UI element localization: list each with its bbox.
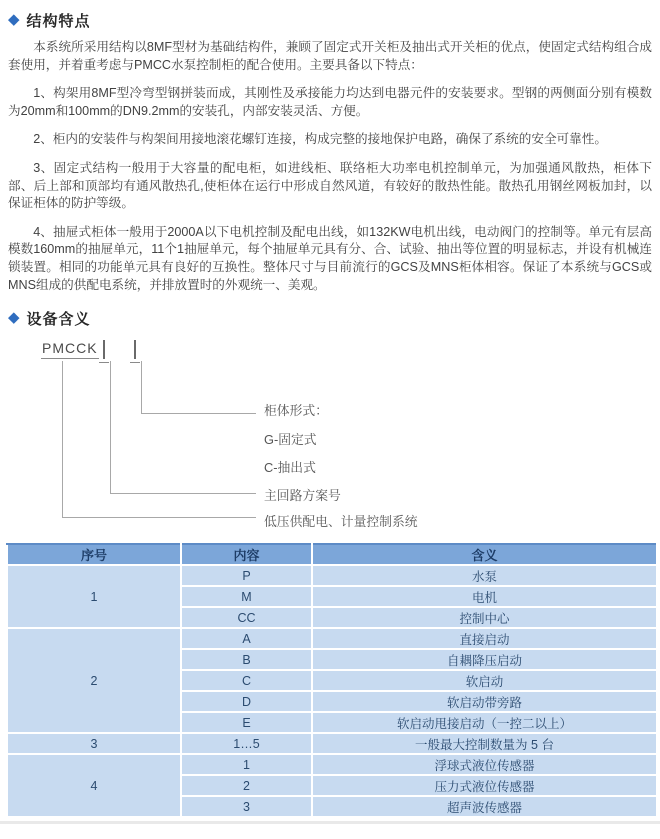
group-no-cell: 1 [7, 565, 181, 628]
model-code-diagram [6, 337, 654, 533]
meaning-cell: 软启动甩接启动（一控二以上） [312, 712, 657, 733]
table-row [7, 628, 657, 649]
header-content: 内容 [181, 544, 312, 565]
content-cell: 1…5 [181, 733, 312, 754]
section-equipment-heading [8, 308, 654, 329]
diamond-bullet-icon: ◆ [8, 11, 20, 28]
section-equipment-title: 设备含义 [26, 311, 91, 329]
header-no: 序号 [7, 544, 181, 565]
meaning-cell: 软启动带旁路 [312, 691, 657, 712]
label-cabinet-type-c: C-抽出式 [264, 460, 316, 476]
content-cell: C [181, 670, 312, 691]
group-no-cell: 3 [7, 733, 181, 754]
content-cell: P [181, 565, 312, 586]
structure-paragraph-2: 2、柜内的安装件与构架间用接地滚花螺钉连接，构成完整的接地保护电路，确保了系统的安全可靠性。 [33, 132, 607, 147]
content-cell: D [181, 691, 312, 712]
section-structure-title: 结构特点 [26, 13, 91, 30]
content-cell: 3 [181, 796, 312, 817]
content-cell: B [181, 649, 312, 670]
label-system: 低压供配电、计量控制系统 [264, 514, 418, 530]
equipment-table-wrapper [6, 543, 654, 824]
content-cell: 1 [181, 754, 312, 775]
content-cell: M [181, 586, 312, 607]
section-structure-heading [8, 10, 654, 31]
meaning-cell: 控制中心 [312, 607, 657, 628]
structure-paragraph-4: 4、抽屉式柜体一般用于2000A以下电机控制及配电出线，如132KW电机出线，电动阀门的控制等。单元有层高模数160mm的抽屉单元，11个1抽屉单元，每个抽屉单元具有分、合、试验、抽出等位置的明显标志，并设有机械连锁装置。相同的功能单元具有良好的互换性。整体尺寸与目前流行的GCS及MNS柜体相容。保证了本系统与GCS或MNS组成的供配电系统，并排放置时的外观统一、美观。 [8, 224, 652, 292]
page-edge-divider [0, 821, 660, 824]
model-code-placeholder-1 [99, 340, 109, 363]
meaning-cell: 直接启动 [312, 628, 657, 649]
diamond-bullet-icon: ◆ [8, 309, 20, 327]
structure-paragraph-1: 1、构架用8MF型冷弯型钢拼装而成，其刚性及承接能力均达到电器元件的安装要求。型钢的两侧面分别有模数为20mm和100mm的DN9.2mm的安装孔，内部安装灵活、方便。 [8, 86, 652, 118]
header-meaning: 含义 [312, 544, 657, 565]
meaning-cell: 超声波传感器 [312, 796, 657, 817]
table-row [7, 754, 657, 775]
meaning-cell: 浮球式液位传感器 [312, 754, 657, 775]
placeholder-box-icon [103, 340, 105, 359]
meaning-cell: 压力式液位传感器 [312, 775, 657, 796]
meaning-cell: 电机 [312, 586, 657, 607]
content-cell: A [181, 628, 312, 649]
label-cabinet-type-title: 柜体形式： [264, 403, 328, 419]
meaning-cell: 自耦降压启动 [312, 649, 657, 670]
structure-paragraph-3: 3、固定式结构一般用于大容量的配电柜，如进线柜、联络柜大功率电机控制单元，为加强通风散热，柜体下部、后上部和顶部均有通风散热孔,使柜体在运行中形成自然风道，有较好的散热性能。散热孔用钢丝网板加封，以保证柜体的防护等级。 [8, 160, 652, 211]
placeholder-box-icon [134, 340, 136, 359]
table-row [7, 565, 657, 586]
content-cell: CC [181, 607, 312, 628]
meaning-cell: 一般最大控制数量为 5 台 [312, 733, 657, 754]
label-cabinet-type-g: G-固定式 [264, 432, 317, 448]
model-code-placeholder-2 [130, 340, 140, 363]
content-cell: 2 [181, 775, 312, 796]
connector-line-cabinet-type [141, 361, 256, 414]
table-row [7, 733, 657, 754]
structure-paragraph-intro: 本系统所采用结构以8MF型材为基础结构件，兼顾了固定式开关柜及抽出式开关柜的优点，使固定式结构组合成套使用，并着重考虑与PMCC水泵控制柜的配合使用。主要具备以下特点： [8, 40, 652, 72]
model-code-text: PMCCK [41, 340, 99, 359]
group-no-cell: 2 [7, 628, 181, 733]
content-cell: E [181, 712, 312, 733]
label-main-circuit: 主回路方案号 [264, 488, 341, 504]
equipment-meaning-table [6, 543, 658, 818]
meaning-cell: 水泵 [312, 565, 657, 586]
table-header-row [7, 544, 657, 565]
group-no-cell: 4 [7, 754, 181, 817]
meaning-cell: 软启动 [312, 670, 657, 691]
